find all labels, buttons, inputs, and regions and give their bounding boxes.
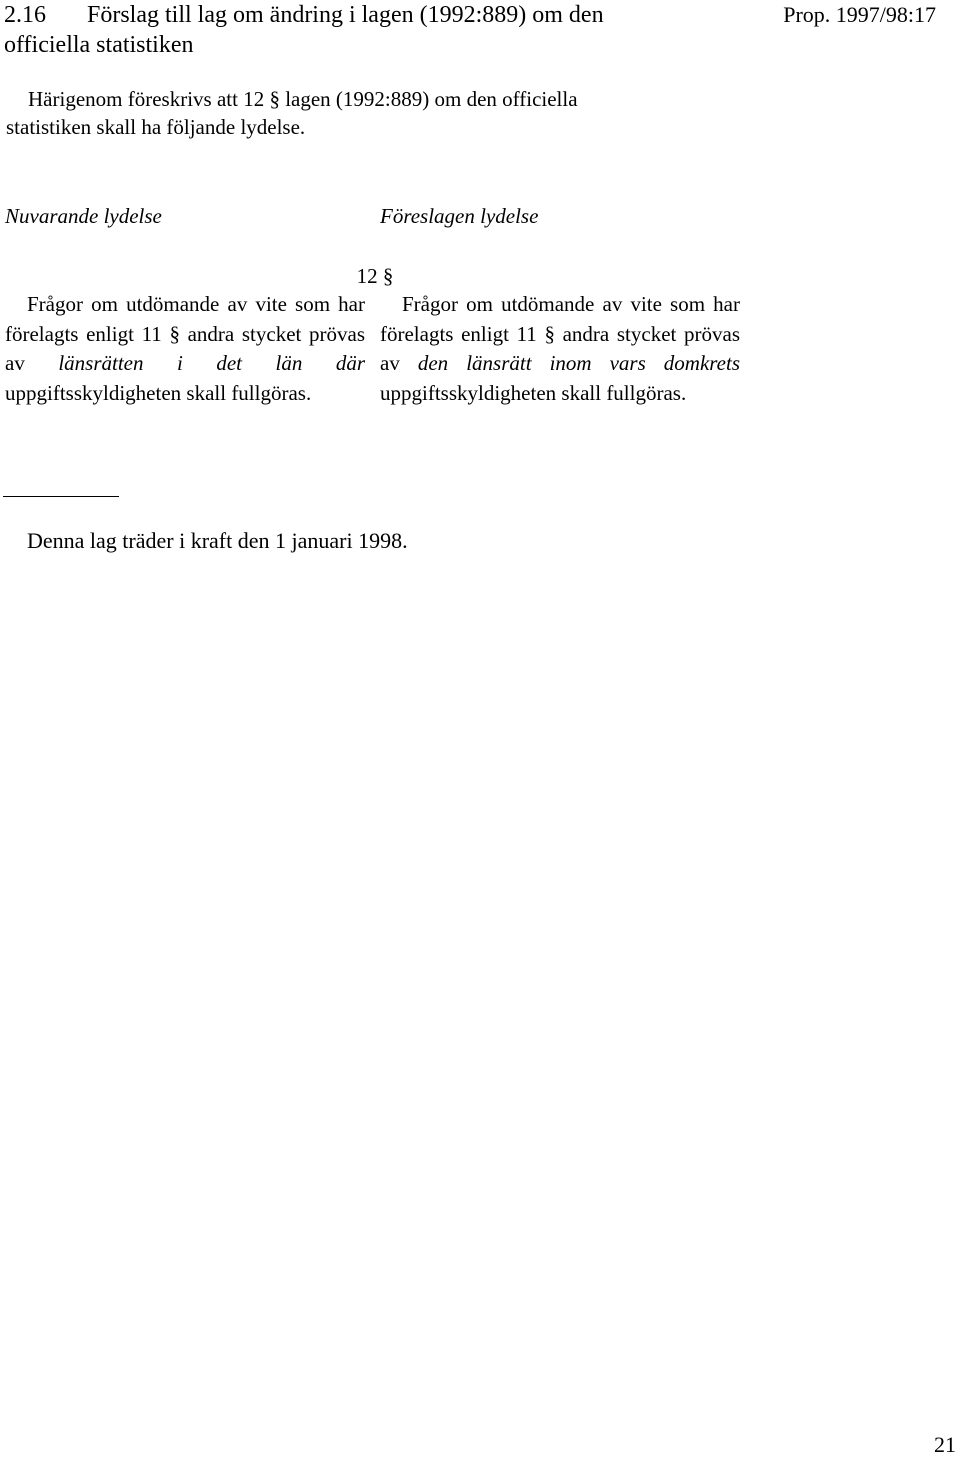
intro-line1: Härigenom föreskrivs att 12 § lagen (1992:889) om den officiella	[28, 87, 578, 111]
proposed-text-changed: den länsrätt inom vars domkrets	[417, 351, 741, 375]
intro-line2: statistiken skall ha följande lydelse.	[6, 115, 306, 139]
intro-paragraph	[6, 85, 743, 141]
section-title-line2: officiella statistiken	[4, 32, 194, 58]
current-text-part2: uppgiftsskyldigheten skall fullgöras.	[5, 380, 312, 405]
page-number: 21	[934, 1432, 956, 1457]
proposed-wording-text	[380, 290, 740, 408]
proposed-wording-header: Föreslagen lydelse	[380, 204, 539, 228]
separator-rule	[3, 496, 119, 497]
current-wording-text	[5, 290, 365, 408]
proposed-text-part2: uppgiftsskyldigheten skall fullgöras.	[380, 380, 687, 405]
current-wording-header: Nuvarande lydelse	[5, 204, 162, 228]
section-number: 2.16	[4, 2, 46, 28]
section-title-line1: Förslag till lag om ändring i lagen (1992:889) om den	[87, 2, 604, 28]
section-label: 12 §	[356, 264, 394, 288]
current-text-part1: Frågor om utdömande av vite som har förelagts enligt 11 § andra stycket prövas av	[5, 292, 365, 375]
effective-date-statement: Denna lag träder i kraft den 1 januari 1998.	[27, 528, 408, 553]
current-text-changed: länsrätten i det län där	[58, 351, 365, 375]
proposed-text-part1: Frågor om utdömande av vite som har förelagts enligt 11 § andra stycket prövas av	[380, 292, 740, 375]
proposition-reference: Prop. 1997/98:17	[783, 2, 936, 27]
